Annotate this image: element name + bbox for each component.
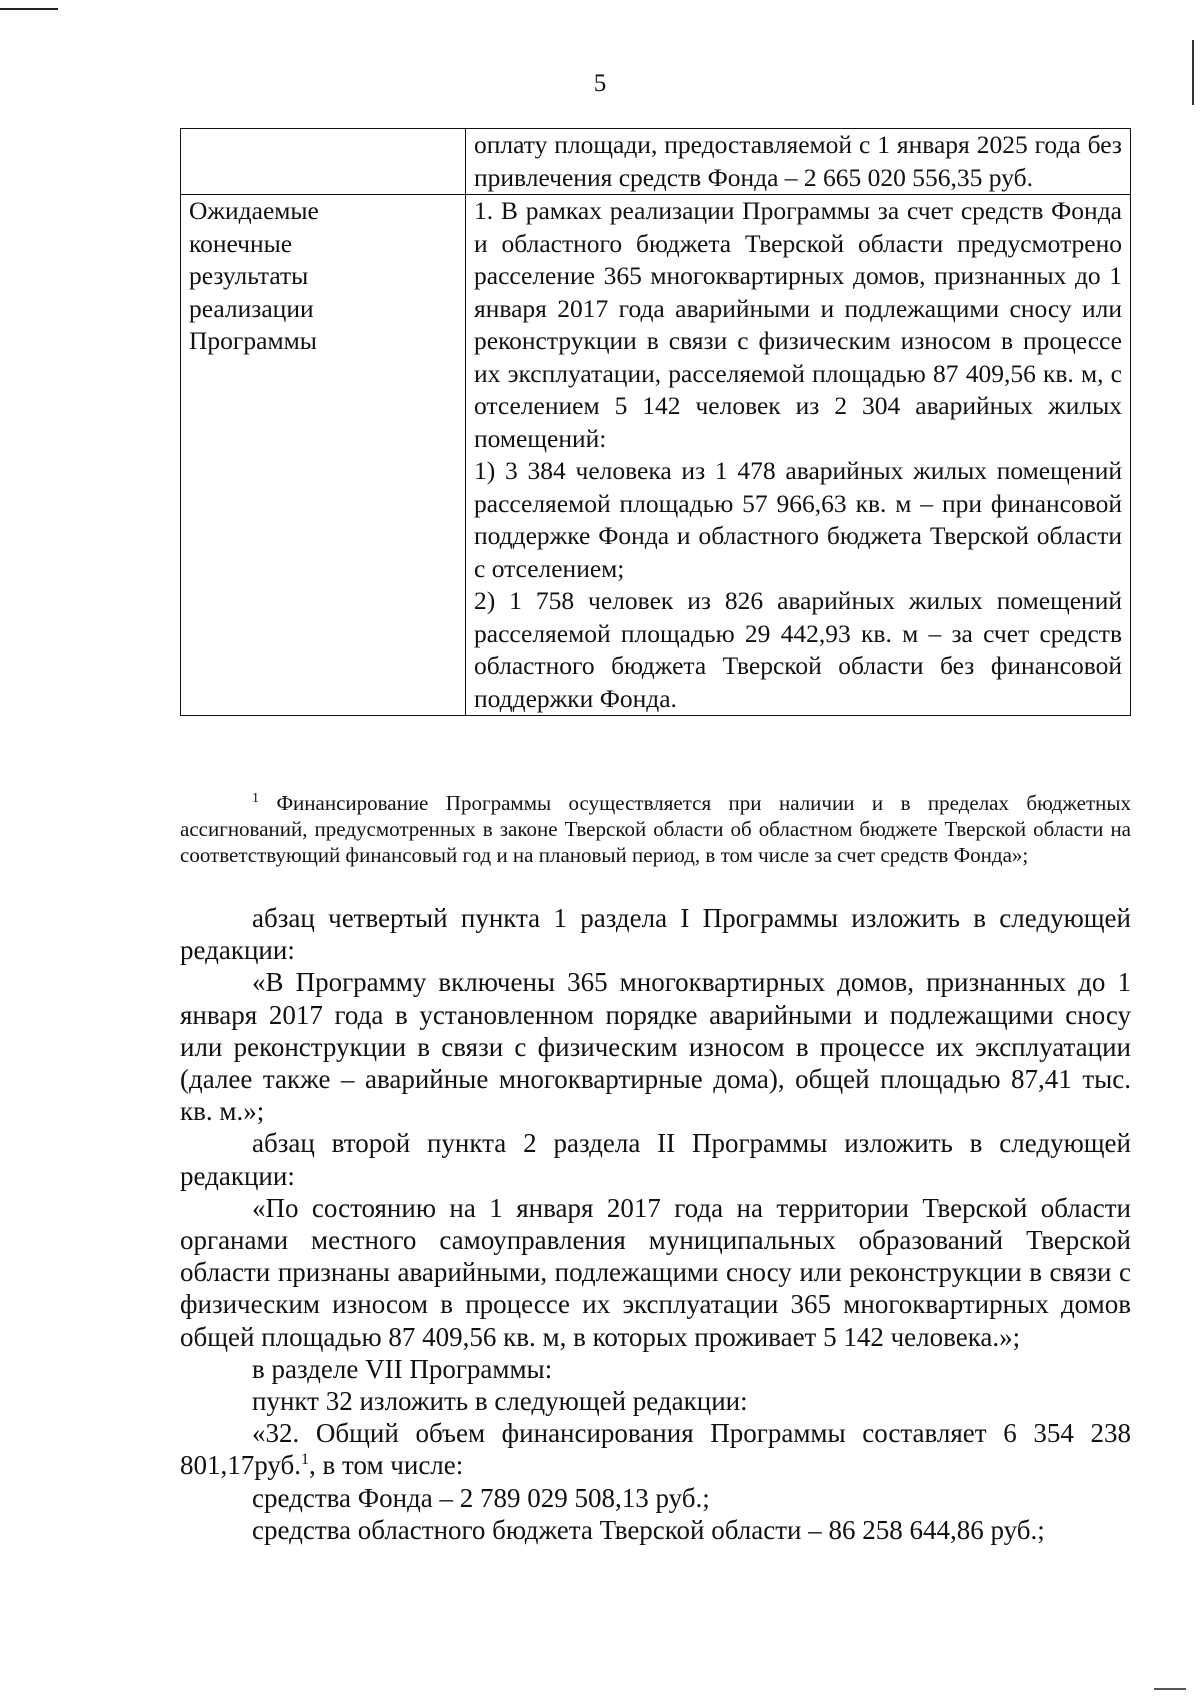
- footnote: [180, 786, 1131, 868]
- program-passport-table: [180, 128, 1131, 716]
- paragraph-text: «32. Общий объем финансирования Программы составляет 6 354 238 801,17руб.: [180, 1418, 1131, 1481]
- footnote-marker: 1: [252, 791, 259, 806]
- footnote-reference: 1: [301, 1451, 310, 1469]
- table-cell-label: [181, 129, 466, 195]
- scan-edge-mark: [0, 8, 58, 10]
- paragraph: [180, 1417, 1131, 1481]
- page-number: 5: [593, 70, 607, 97]
- table-cell-value: оплату площади, предоставляемой с 1 января 2025 года без привлечения средств Фонда – 2 665 020 556,35 руб.: [466, 129, 1131, 195]
- table-cell-label: Ожидаемые конечные результаты реализации Программы: [181, 195, 466, 716]
- paragraph: средства Фонда – 2 789 029 508,13 руб.;: [252, 1482, 710, 1513]
- paragraph: в разделе VII Программы:: [252, 1353, 553, 1384]
- result-item: 1) 3 384 человека из 1 478 аварийных жилых помещений расселяемой площадью 57 966,63 кв. м – при финансовой поддержке Фонда и областного бюджета Тверской области с отселением;: [474, 456, 1122, 583]
- paragraph: пункт 32 изложить в следующей редакции:: [252, 1386, 748, 1417]
- paragraph: абзац второй пункта 2 раздела II Программы изложить в следующей редакции:: [180, 1128, 1131, 1191]
- paragraph: «По состоянию на 1 января 2017 года на территории Тверской области органами местного самоуправления муниципальных образований Тверской области признаны аварийными, подлежащими сносу или реконструкции в связи с физическим износом в процессе их эксплуатации 365 многоквартирных домов общей площадью 87 409,56 кв. м, в которых проживает 5 142 человека.»;: [180, 1192, 1131, 1352]
- scan-edge-mark: [1154, 1688, 1186, 1690]
- footnote-text: Финансирование Программы осуществляется при наличии и в пределах бюджетных ассигнований, предусмотренных в законе Тверской области об областном бюджете Тверской области на соответствующий финансовый год и на плановый период, в том числе за счет средств Фонда»;: [180, 791, 1132, 867]
- paragraph: средства областного бюджета Тверской области – 86 258 644,86 руб.;: [252, 1514, 1045, 1545]
- paragraph: «В Программу включены 365 многоквартирных домов, признанных до 1 января 2017 года в установленном порядке аварийными и подлежащими сносу или реконструкции в связи с физическим износом в процессе их эксплуатации (далее также – аварийные многоквартирные дома), общей площадью 87,41 тыс. кв. м.»;: [180, 967, 1131, 1127]
- paragraph-text: , в том числе:: [309, 1450, 464, 1481]
- result-paragraph: 1. В рамках реализации Программы за счет средств Фонда и областного бюджета Тверской области предусмотрено расселение 365 многоквартирных домов, признанных до 1 января 2017 года аварийными и подлежащими сносу или реконструкции в связи с физическим износом в процессе их эксплуатации, расселяемой площадью 87 409,56 кв. м, с отселением 5 142 человек из 2 304 аварийных жилых помещений:: [474, 196, 1122, 453]
- result-item: 2) 1 758 человек из 826 аварийных жилых помещений расселяемой площадью 29 442,93 кв. м – за счет средств областного бюджета Тверской области без финансовой поддержки Фонда.: [474, 586, 1122, 713]
- table-row: [181, 195, 1131, 716]
- table-row: [181, 129, 1131, 195]
- paragraph: абзац четвертый пункта 1 раздела I Программы изложить в следующей редакции:: [180, 903, 1131, 966]
- table-cell-value: [466, 195, 1131, 716]
- document-body: [180, 902, 1131, 1546]
